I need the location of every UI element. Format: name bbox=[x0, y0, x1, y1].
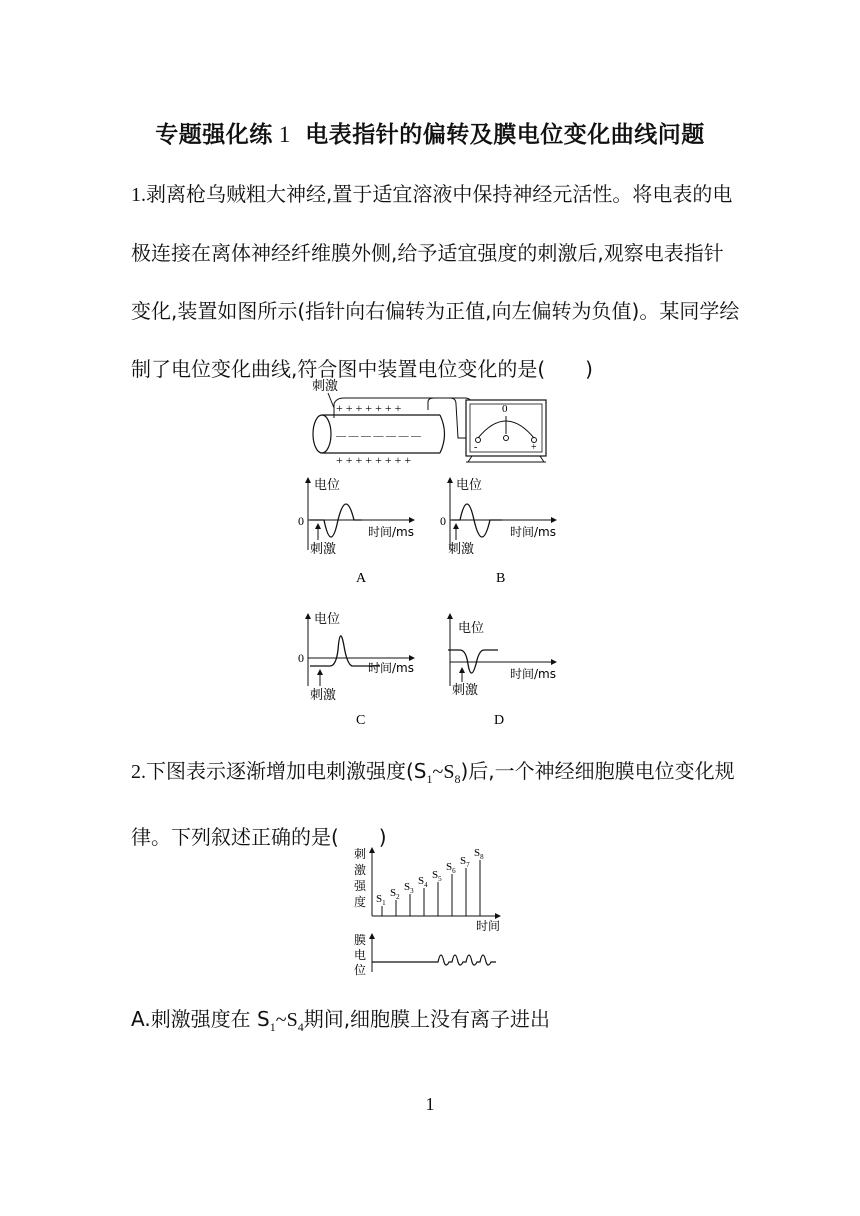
fig2-y-top-4: 度 bbox=[354, 895, 367, 909]
s4-label: $S_4$ bbox=[418, 875, 428, 889]
meter-zero: 0 bbox=[502, 403, 508, 415]
graph-b-ylabel: 电位 bbox=[456, 478, 483, 493]
q2-tilde: ~S bbox=[432, 761, 455, 783]
fig2-y-bottom-2: 电 bbox=[354, 948, 367, 962]
title-number: 1 bbox=[278, 122, 291, 147]
question-1-number: 1. bbox=[131, 184, 146, 206]
nerve-apparatus-figure bbox=[300, 376, 560, 468]
fig2-y-top-2: 激 bbox=[354, 863, 367, 877]
fig2-x-label: 时间 bbox=[476, 919, 501, 933]
membrane-minus: — — — — — — — bbox=[336, 431, 421, 442]
option-a-sub-4: 4 bbox=[297, 1020, 304, 1034]
question-1 bbox=[131, 165, 741, 398]
graph-a-zero: 0 bbox=[298, 514, 304, 528]
question-2-text-after: )后,一个神经细胞膜电位变化规律。下列叙述正确的是( ) bbox=[131, 759, 735, 849]
s5-label: $S_5$ bbox=[432, 869, 442, 883]
s7-label: $S_7$ bbox=[460, 855, 470, 869]
graph-d bbox=[448, 614, 556, 728]
option-a-after: 期间,细胞膜上没有离子进出 bbox=[303, 1007, 551, 1031]
graph-a-stim: 刺激 bbox=[310, 542, 337, 557]
question-1-text: 剥离枪乌贼粗大神经,置于适宜溶液中保持神经元活性。将电表的电极连接在离体神经纤维膜外侧,给予适宜强度的刺激后,观察电表指针变化,装置如图所示(指针向右偏转为正值,向左偏转为负值)。某同学绘制了电位变化曲线,符合图中装置电位变化的是( ) bbox=[131, 182, 740, 381]
graph-c-xlabel: 时间/ms bbox=[368, 661, 414, 675]
graph-c-label: C bbox=[356, 713, 366, 728]
meter-plus: + bbox=[531, 442, 537, 453]
fig2-y-bottom-3: 位 bbox=[354, 963, 367, 977]
membrane-plus-top: + + + + + + + bbox=[336, 401, 402, 415]
membrane-plus-bottom: + + + + + + + + bbox=[336, 453, 412, 467]
graph-d-stim: 刺激 bbox=[452, 683, 479, 698]
option-a-tilde: ~S bbox=[275, 1009, 298, 1031]
option-a-sub-1: 1 bbox=[269, 1020, 276, 1034]
fig2-y-bottom-1: 膜 bbox=[354, 933, 367, 947]
q2-sub-1: 1 bbox=[426, 772, 433, 786]
graph-a-ylabel: 电位 bbox=[314, 478, 341, 493]
option-a bbox=[131, 990, 550, 1056]
fig2-y-top-3: 强 bbox=[354, 879, 367, 893]
s8-label: $S_8$ bbox=[474, 847, 484, 861]
option-graphs bbox=[296, 474, 576, 730]
s3-label: $S_3$ bbox=[404, 881, 414, 895]
graph-d-label: D bbox=[494, 713, 505, 728]
s2-label: $S_2$ bbox=[390, 887, 400, 901]
q2-sub-8: 8 bbox=[454, 772, 461, 786]
graph-a bbox=[298, 477, 414, 586]
s1-label: $S_1$ bbox=[376, 893, 386, 907]
graph-c bbox=[298, 611, 414, 728]
stimulus-label: 刺激 bbox=[312, 379, 339, 394]
graph-d-ylabel: 电位 bbox=[458, 621, 485, 636]
title-text: 电表指针的偏转及膜电位变化曲线问题 bbox=[305, 122, 705, 148]
graph-a-label: A bbox=[356, 571, 367, 586]
graph-b-zero: 0 bbox=[440, 514, 446, 528]
graph-b bbox=[440, 477, 556, 586]
question-2-text-before: 下图表示逐渐增加电刺激强度(S bbox=[146, 759, 427, 783]
page-title bbox=[0, 116, 860, 149]
graph-c-zero: 0 bbox=[298, 651, 304, 665]
graph-d-xlabel: 时间/ms bbox=[510, 667, 556, 681]
graph-b-xlabel: 时间/ms bbox=[510, 525, 556, 539]
fig2-y-top-1: 刺 bbox=[354, 847, 367, 861]
option-a-before: A.刺激强度在 S bbox=[131, 1007, 270, 1031]
meter-minus: - bbox=[474, 442, 478, 453]
question-2-number: 2. bbox=[131, 761, 146, 783]
graph-b-stim: 刺激 bbox=[448, 542, 475, 557]
graph-c-stim: 刺激 bbox=[310, 688, 337, 703]
graph-c-ylabel: 电位 bbox=[314, 612, 341, 627]
title-prefix: 专题强化练 bbox=[155, 122, 273, 148]
page-number: 1 bbox=[425, 1094, 435, 1114]
graph-b-label: B bbox=[496, 571, 506, 586]
s6-label: $S_6$ bbox=[446, 861, 456, 875]
stimulus-membrane-figure bbox=[350, 844, 510, 984]
graph-a-xlabel: 时间/ms bbox=[368, 525, 414, 539]
